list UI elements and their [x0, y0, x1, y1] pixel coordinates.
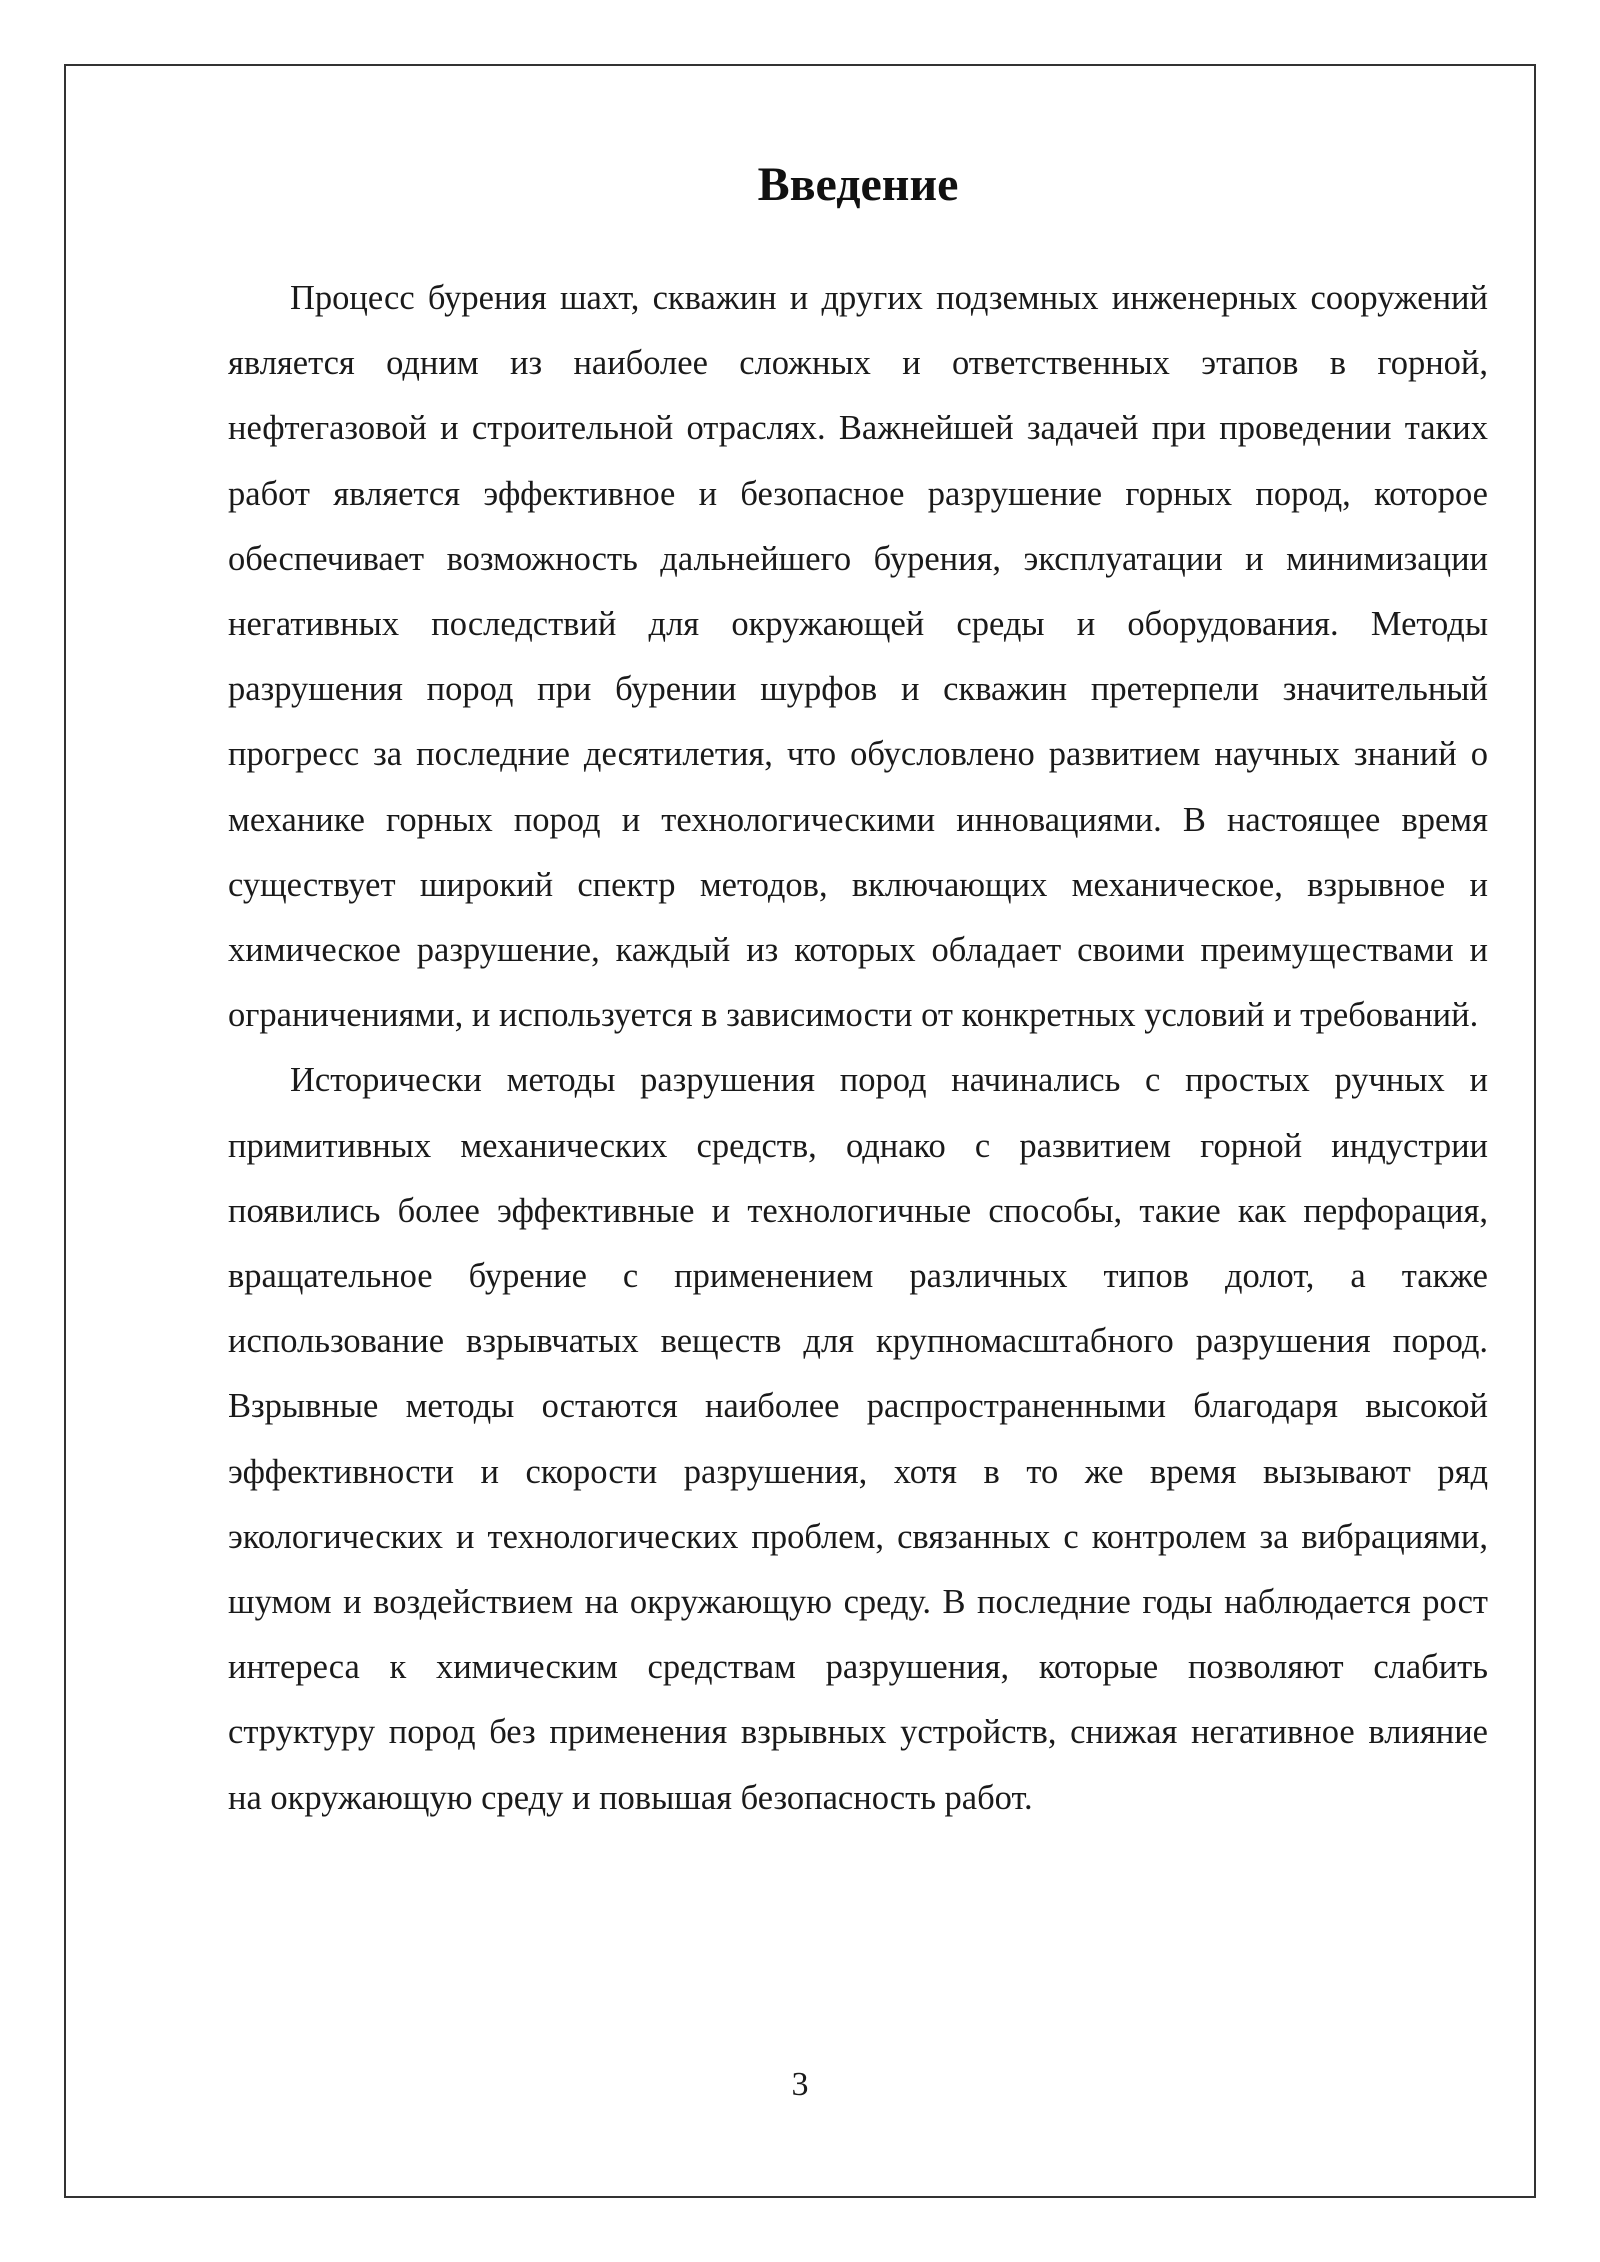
document-title: Введение: [757, 158, 959, 211]
document-body: [228, 150, 1488, 1831]
paragraph-1: Процесс бурения шахт, скважин и других подземных инженерных сооружений является одним из наиболее сложных и ответственных этапов в горной, нефтегазовой и строительной отраслях. Важнейшей задачей при проведении таких работ является эффективное и безопасное разрушение горных пород, которое обеспечивает возможность дальнейшего бурения, эксплуатации и минимизации негативных последствий для окружающей среды и оборудования. Методы разрушения пород при бурении шурфов и скважин претерпели значительный прогресс за последние десятилетия, что обусловлено развитием научных знаний о механике горных пород и технологическими инновациями. В настоящее время существует широкий спектр методов, включающих механическое, взрывное и химическое разрушение, каждый из которых обладает своими преимуществами и ограничениями, и используется в зависимости от конкретных условий и требований.: [228, 279, 1488, 1035]
paragraph-2: Исторически методы разрушения пород начинались с простых ручных и примитивных механических средств, однако с развитием горной индустрии появились более эффективные и технологичные способы, такие как перфорация, вращательное бурение с применением различных типов долот, а также использование взрывчатых веществ для крупномасштабного разрушения пород. Взрывные методы остаются наиболее распространенными благодаря высокой эффективности и скорости разрушения, хотя в то же время вызывают ряд экологических и технологических проблем, связанных с контролем за вибрациями, шумом и воздействием на окружающую среду. В последние годы наблюдается рост интереса к химическим средствам разрушения, которые позволяют слабить структуру пород без применения взрывных устройств, снижая негативное влияние на окружающую среду и повышая безопасность работ.: [228, 1061, 1488, 1817]
page-number: 3: [791, 2066, 809, 2103]
